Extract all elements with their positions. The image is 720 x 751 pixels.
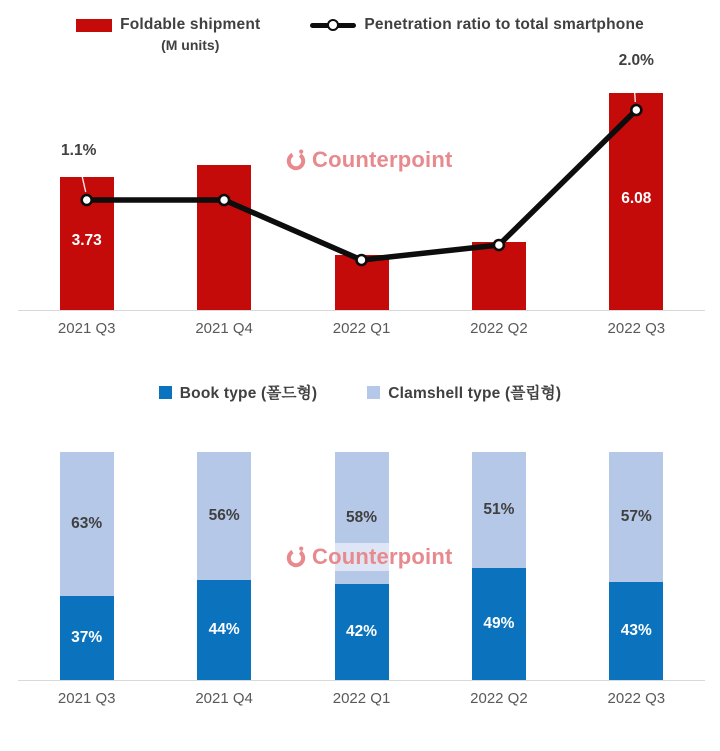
bar-value-label: 3.73 (71, 232, 102, 250)
stacked-bar (609, 452, 663, 680)
top-chart-legend (0, 0, 720, 60)
clamshell-segment: 63% (60, 452, 114, 596)
bottom-plot-area (18, 425, 705, 680)
x-axis-label: 2022 Q1 (332, 320, 391, 337)
legend-item-main (310, 16, 644, 34)
line-callout-label: 2.0% (618, 52, 654, 69)
stacked-bar (197, 452, 251, 680)
x-axis-label: 2022 Q3 (607, 320, 666, 337)
book-segment: 37% (60, 596, 114, 680)
x-axis-label: 2022 Q2 (470, 320, 528, 337)
x-axis-label: 2022 Q3 (607, 690, 666, 707)
watermark-text: Counterpoint (312, 147, 453, 172)
x-axis-label: 2022 Q1 (332, 690, 391, 707)
line-callout-label: 1.1% (61, 142, 97, 159)
legend-item-0 (76, 16, 260, 53)
book-segment: 42% (335, 584, 389, 680)
legend-item-main (367, 381, 561, 403)
x-axis-label: 2021 Q4 (195, 320, 253, 337)
top-plot-border (18, 52, 705, 311)
legend-square-swatch-icon (159, 386, 172, 399)
legend-label: Foldable shipment (120, 16, 261, 33)
counterpoint-logo-icon (285, 545, 307, 569)
legend-item-main (159, 381, 317, 403)
legend-line-marker-icon (310, 23, 356, 28)
legend-label: Clamshell type (플립형) (388, 385, 562, 402)
legend-square-swatch-icon (367, 386, 380, 399)
bottom-chart-section (0, 381, 720, 707)
counterpoint-logo-icon (285, 148, 307, 172)
x-axis-label: 2021 Q4 (195, 690, 253, 707)
top-chart-section (0, 0, 720, 337)
legend-line-marker-dot (327, 19, 339, 31)
counterpoint-watermark (280, 543, 457, 571)
watermark-text: Counterpoint (312, 544, 453, 569)
x-axis-label: 2022 Q2 (470, 690, 528, 707)
x-axis-label: 2021 Q3 (57, 690, 116, 707)
book-segment: 43% (609, 582, 663, 680)
legend-label: Book type (폴드형) (179, 385, 318, 402)
legend-item-0 (159, 381, 317, 403)
bottom-x-axis (18, 681, 705, 707)
legend-item-1 (367, 381, 561, 403)
book-segment: 44% (197, 580, 251, 680)
legend-item-1 (310, 16, 644, 34)
stacked-bar (472, 452, 526, 680)
legend-label: Penetration ratio to total smartphone (364, 16, 644, 33)
counterpoint-watermark (280, 146, 457, 174)
book-segment: 49% (472, 568, 526, 680)
legend-bar-swatch-icon (76, 19, 112, 32)
clamshell-segment: 57% (609, 452, 663, 582)
x-axis-label: 2021 Q3 (57, 320, 116, 337)
clamshell-segment: 56% (197, 452, 251, 580)
legend-item-main (76, 16, 260, 34)
stacked-bar (60, 452, 114, 680)
bottom-chart-legend (0, 381, 720, 403)
clamshell-segment: 51% (472, 452, 526, 568)
clamshell-segment: 58% (335, 452, 389, 584)
top-plot-area (18, 52, 705, 310)
legend-sublabel: (M units) (161, 37, 220, 53)
bar-value-label: 6.08 (621, 190, 652, 208)
bottom-plot-border (18, 425, 705, 681)
